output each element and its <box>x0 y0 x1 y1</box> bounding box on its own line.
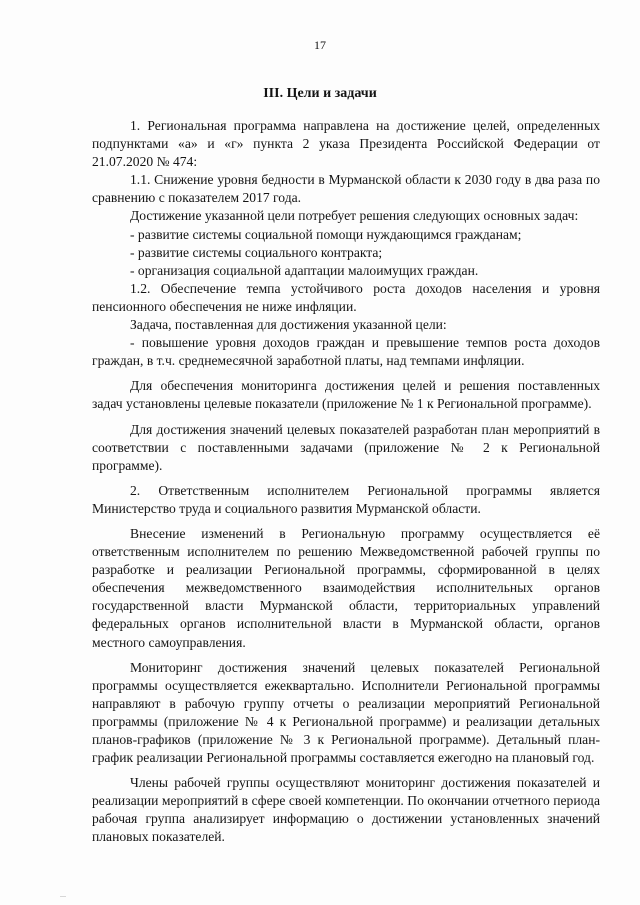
paragraph-action-plan: Для достижения значений целевых показателей разработан план мероприятий в соответствии с поставленными задачами (приложение № 2 к Региональной программе). <box>92 421 600 473</box>
paragraph-task-intro: Задача, поставленная для достижения указанной цели: <box>130 317 447 333</box>
paragraph-quarterly-monitoring: Мониторинг достижения значений целевых показателей Региональной программы осуществляется ежеквартально. Исполнители Региональной программы направляют в рабочую группу отчеты о реализации мероприятий Региональной программы (приложение № 4 к Региональной программе) и реализации детальных планов-графиков (приложение № 3 к Региональной программе). Детальный план-график реализации Региональной программы составляется ежегодно на плановый год. <box>92 659 600 766</box>
paragraph-program-goals: 1. Региональная программа направлена на достижение целей, определенных подпунктами «а» и «г» пункта 2 указа Президента Российской Федерации от 21.07.2020 № 474: <box>92 118 600 170</box>
paragraph-goal-poverty: 1.1. Снижение уровня бедности в Мурманской области к 2030 году в два раза по сравнению с показателем 2017 года. <box>92 172 600 206</box>
page-number: 17 <box>314 38 326 52</box>
paragraph-monitoring-indicators: Для обеспечения мониторинга достижения целей и решения поставленных задач установлены целевые показатели (приложение № 1 к Региональной программе). <box>92 378 600 412</box>
scan-mark: ... <box>60 890 66 899</box>
paragraph-program-changes: Внесение изменений в Региональную программу осуществляется её ответственным исполнителем по решению Межведомственной рабочей группы по разработке и реализации Региональной программы, сформированной в целях обеспечения межведомственного взаимодействия исполнительных органов государственной власти Мурманской области, территориальных управлений федеральных органов исполнительной власти в Мурманской области, органов местного самоуправления. <box>92 525 600 650</box>
list-item-social-adaptation: - организация социальной адаптации малоимущих граждан. <box>130 262 479 278</box>
section-title: III. Цели и задачи <box>263 86 377 101</box>
paragraph-tasks-intro: Достижение указанной цели потребует решения следующих основных задач: <box>130 208 579 224</box>
document-body <box>92 117 600 847</box>
paragraph-working-group: Члены рабочей группы осуществляют мониторинг достижения показателей и реализации мероприятий в сфере своей компетенции. По окончании отчетного периода рабочая группа анализирует информацию о достижении установленных значений плановых показателей. <box>92 775 600 845</box>
list-item-social-help: - развитие системы социальной помощи нуждающимся гражданам; <box>130 226 522 242</box>
paragraph-responsible-executor: 2. Ответственным исполнителем Региональной программы является Министерство труда и социального развития Мурманской области. <box>92 482 600 516</box>
list-item-income-growth: - повышение уровня доходов граждан и превышение темпов роста доходов граждан, в т.ч. среднемесячной заработной платы, над темпами инфляции. <box>92 335 600 369</box>
paragraph-goal-income: 1.2. Обеспечение темпа устойчивого роста доходов населения и уровня пенсионного обеспечения не ниже инфляции. <box>92 280 600 314</box>
list-item-social-contract: - развитие системы социального контракта; <box>130 244 383 260</box>
